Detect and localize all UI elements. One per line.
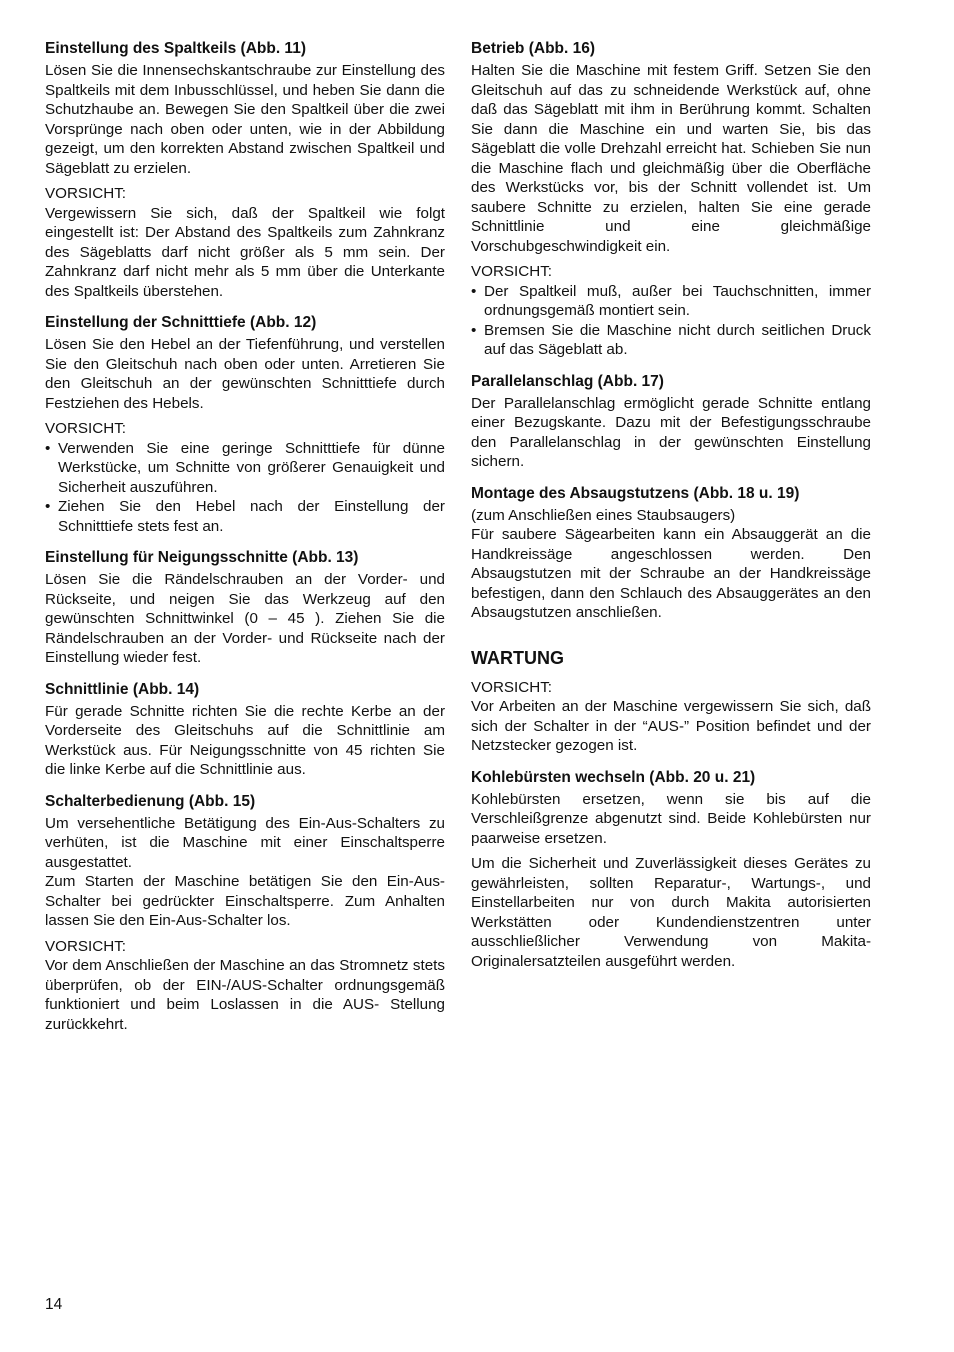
section-heading: Betrieb (Abb. 16) (471, 40, 596, 57)
section-absaugstutzen (471, 483, 871, 623)
section-betrieb (471, 38, 871, 360)
section-neigung (45, 547, 445, 668)
caution-label: VORSICHT: (45, 185, 127, 202)
section-parallelanschlag (471, 371, 871, 472)
caution-label: VORSICHT: (471, 263, 553, 280)
list-item: • Verwenden Sie eine geringe Schnitttiefe für dünne Werkstücke, um Schnitte von größerer Genauigkeit und Sicherheit auszuführen. (45, 439, 445, 498)
caution-list (45, 439, 445, 537)
paragraph: Zum Starten der Maschine betätigen Sie den Ein-Aus-Schalter bei gedrückter Einschaltsperre. Zum Anhalten lassen Sie den Ein-Aus-Schalter los. (45, 873, 445, 929)
section-subtitle: (zum Anschließen eines Staubsaugers) (471, 506, 736, 524)
paragraph: Lösen Sie den Hebel an der Tiefenführung, und verstellen Sie den Gleitschuh nach oben oder unten. Arretieren Sie den Gleitschuh an der gewünschten Schnitttiefe durch Festziehen des Hebels. (45, 336, 445, 412)
section-heading: Schnittlinie (Abb. 14) (45, 680, 200, 698)
paragraph: Für saubere Sägearbeiten kann ein Absauggerät an die Handkreissäge angeschlossen werden. Den Absaugstutzen mit der Schraube an der Handkreissäge befestigen, dann den Schlauch des Absauggerätes an den Absaugstutzen anschließen. (471, 526, 871, 621)
list-item: • Der Spaltkeil muß, außer bei Tauchschnitten, immer ordnungsgemäß montiert sein. (471, 282, 871, 321)
section-schnittlinie (45, 679, 445, 780)
paragraph: Lösen Sie die Rändelschrauben an der Vorder- und Rückseite, und neigen Sie das Werkzeug auf den gewünschten Schnittwinkel (0 – 45 ). Ziehen Sie die Rändelschrauben an der Vorder- und Rückseite nach der Einstellung wieder fest. (45, 571, 445, 666)
section-schalter (45, 791, 445, 1035)
section-schnitttiefe (45, 312, 445, 536)
paragraph: Kohlebürsten ersetzen, wenn sie bis auf die Verschleißgrenze abgenutzt sind. Beide Kohlebürsten nur paarweise ersetzen. (471, 790, 871, 847)
page-number: 14 (45, 1296, 63, 1313)
paragraph: Um die Sicherheit und Zuverlässigkeit dieses Gerätes zu gewährleisten, sollten Reparatur-, Wartungs-, und Einstellarbeiten nur von durch Makita autorisierten Werkstätten oder Kundendienstzentren unter ausschließlicher Verwendung von Makita-Originalersatzteilen ausgeführt werden. (471, 855, 871, 970)
section-kohlebuersten (471, 767, 871, 972)
section-heading: Einstellung für Neigungsschnitte (Abb. 13) (45, 549, 359, 566)
paragraph: Für gerade Schnitte richten Sie die rechte Kerbe an der Vorderseite des Gleitschuhs auf die Schnittlinie am Werkstück aus. Für Neigungsschnitte von 45 richten Sie die linke Kerbe auf die Schnittlinie aus. (45, 702, 445, 778)
section-heading: Einstellung des Spaltkeils (Abb. 11) (45, 40, 306, 57)
caution-text: Vergewissern Sie sich, daß der Spaltkeil wie folgt eingestellt ist: Der Abstand des Spaltkeils zum Zahnkranz des Sägeblatts darf nicht größer als 5 mm sein. Der Zahnkranz darf nicht mehr als 5 mm über die Unterkante des Spaltkeils überstehen. (45, 204, 445, 300)
paragraph: Halten Sie die Maschine mit festem Griff. Setzen Sie den Gleitschuh auf das zu schneidende Werkstück auf, ohne daß das Sägeblatt mit ihm in Berührung kommt. Schalten Sie dann die Maschine ein und warten Sie, bis das Sägeblatt die volle Drehzahl erreicht hat. Schieben Sie nun die Maschine flach und gleichmäßig über die Oberfläche des Werkstücks vor, bis der Schnitt vollendet ist. Um saubere Schnitte zu erzielen, halten Sie eine gerade Schnittlinie und eine gleichmäßige Vorschubgeschwindigkeit ein. (471, 62, 871, 255)
section-heading: Montage des Absaugstutzens (Abb. 18 u. 19) (471, 484, 800, 502)
section-spaltkeil (45, 38, 445, 301)
list-item: • Ziehen Sie den Hebel nach der Einstellung der Schnitttiefe stets fest an. (45, 497, 445, 536)
section-heading: Einstellung der Schnitttiefe (Abb. 12) (45, 314, 317, 331)
caution-text: Vor Arbeiten an der Maschine vergewissern Sie sich, daß sich der Schalter in der “AUS-” Position befindet und der Netzstecker gezogen ist. (471, 698, 871, 754)
paragraph: Der Parallelanschlag ermöglicht gerade Schnitte entlang einer Bezugskante. Dazu mit der Befestigungsschraube den Parallelanschlag in der gewünschten Einstellung sichern. (471, 394, 871, 470)
section-heading: Kohlebürsten wechseln (Abb. 20 u. 21) (471, 768, 756, 786)
list-item: • Bremsen Sie die Maschine nicht durch seitlichen Druck auf das Sägeblatt ab. (471, 321, 871, 360)
paragraph: Um versehentliche Betätigung des Ein-Aus-Schalters zu verhüten, ist die Maschine mit einer Einschaltsperre ausgestattet. (45, 814, 445, 871)
section-wartung (471, 678, 871, 756)
chapter-heading: WARTUNG (471, 647, 564, 668)
right-column (471, 38, 871, 982)
paragraph: Lösen Sie die Innensechskantschraube zur Einstellung des Spaltkeils mit dem Inbusschlüssel, und heben Sie dann die Schutzhaube an. Bewegen Sie den Spaltkeil über die zwei Vorsprünge nach oben oder unten, wie in der Abbildung gezeigt, um den korrekten Abstand zwischen Spaltkeil und Sägeblatt zu erzielen. (45, 62, 445, 177)
section-heading: Parallelanschlag (Abb. 17) (471, 372, 664, 390)
section-heading: Schalterbedienung (Abb. 15) (45, 792, 256, 810)
caution-label: VORSICHT: (45, 420, 127, 437)
left-column (45, 38, 445, 1045)
caution-list (471, 282, 871, 360)
caution-text: Vor dem Anschließen der Maschine an das Stromnetz stets überprüfen, ob der EIN-/AUS-Schalter ordnungsgemäß funktioniert und beim Loslassen in die AUS- Stellung zurückkehrt. (45, 957, 445, 1033)
caution-label: VORSICHT: (45, 937, 127, 955)
caution-label: VORSICHT: (471, 678, 553, 696)
